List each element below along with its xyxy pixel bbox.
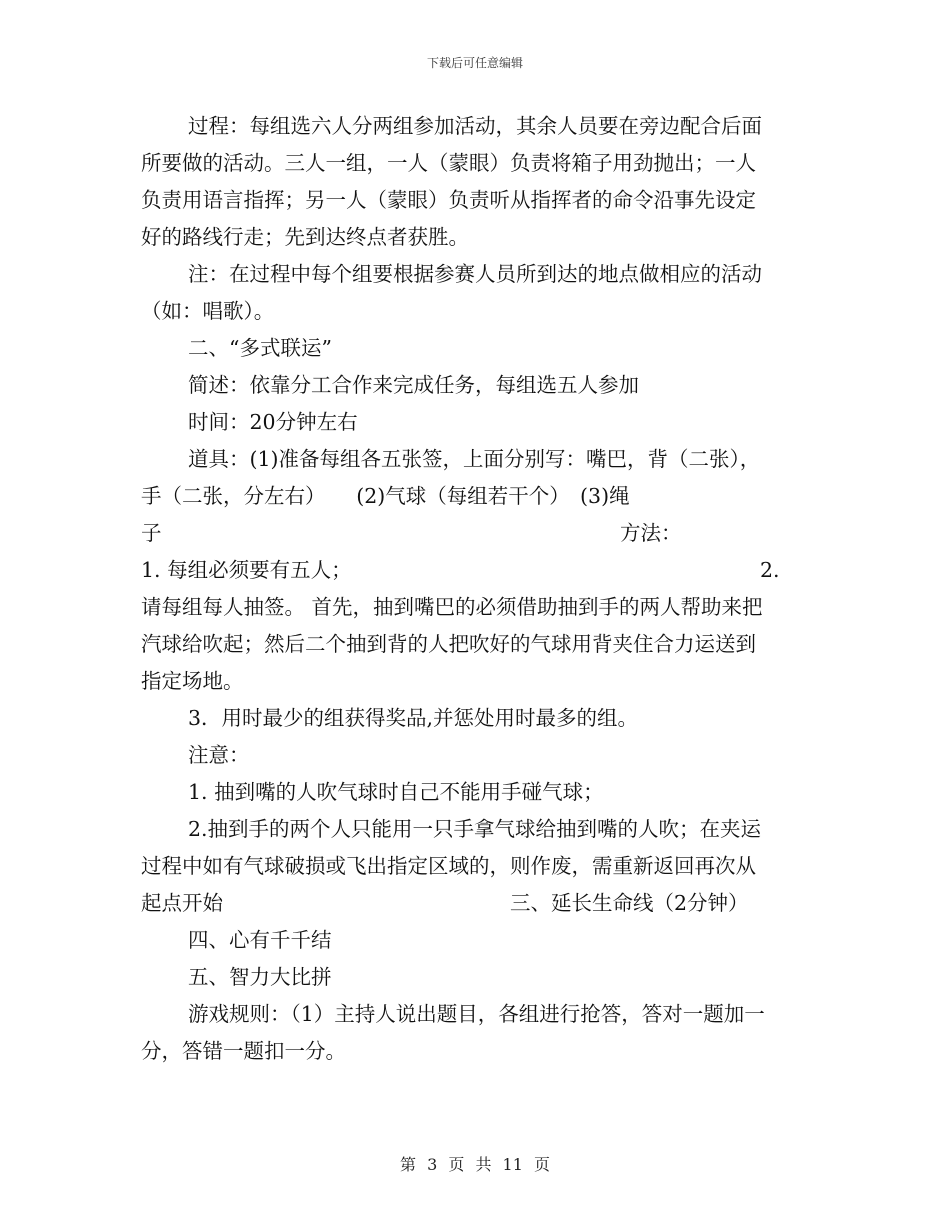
- paragraph-line: 简述：依靠分工合作来完成任务，每组选五人参加: [188, 373, 639, 397]
- paragraph-line: 指定场地。: [141, 669, 244, 693]
- paragraph-line: 子: [141, 521, 162, 545]
- paragraph-line: 起点开始: [141, 891, 223, 915]
- section-heading: 二、“多式联运”: [188, 336, 332, 360]
- paragraph-line: 汽球给吹起；然后二个抽到背的人把吹好的气球用背夹住合力运送到: [141, 632, 756, 656]
- list-item: 3．用时最少的组获得奖品,并惩处用时最多的组。: [188, 706, 639, 730]
- list-item: 1. 每组必须要有五人；: [141, 558, 352, 582]
- paragraph-line: 好的路线行走；先到达终点者获胜。: [141, 225, 469, 249]
- list-item: 2.: [760, 558, 780, 582]
- page-header: 下载后可任意编辑: [426, 56, 523, 70]
- paragraph-line: 负责用语言指挥；另一人（蒙眼）负责听从指挥者的命令沿事先设定: [141, 188, 756, 212]
- section-heading: 四、心有千千结: [188, 928, 332, 952]
- section-heading: 五、智力大比拼: [188, 965, 332, 989]
- paragraph-line: 请每组每人抽签。 首先，抽到嘴巴的必须借助抽到手的两人帮助来把: [141, 595, 763, 619]
- list-item: 2.抽到手的两个人只能用一只手拿气球给抽到嘴的人吹；在夹运: [188, 817, 762, 841]
- paragraph-line: （如：唱歌）。: [141, 299, 275, 323]
- paragraph-line: 游戏规则：（1）主持人说出题目，各组进行抢答，答对一题加一: [188, 1002, 765, 1026]
- paragraph-line: 注意：: [188, 743, 250, 767]
- paragraph-line: 道具：(1)准备每组各五张签，上面分别写：嘴巴，背（二张），: [188, 447, 761, 471]
- paragraph-line: 手（二张，分左右） (2)气球（每组若干个） (3)绳: [141, 484, 630, 508]
- paragraph-line: 过程：每组选六人分两组参加活动，其余人员要在旁边配合后面: [188, 114, 762, 138]
- list-item: 1. 抽到嘴的人吹气球时自己不能用手碰气球；: [188, 780, 604, 804]
- page-number: 第 3 页 共 11 页: [400, 1155, 550, 1174]
- paragraph-line: 所要做的活动。三人一组，一人（蒙眼）负责将箱子用劲抛出；一人: [141, 151, 756, 175]
- paragraph-line: 注：在过程中每个组要根据参赛人员所到达的地点做相应的活动: [188, 262, 762, 286]
- paragraph-line: 时间：20分钟左右: [188, 410, 358, 434]
- paragraph-line: 分，答错一题扣一分。: [141, 1039, 346, 1063]
- section-heading: 三、延长生命线（2分钟）: [510, 891, 749, 915]
- paragraph-line: 方法：: [620, 521, 682, 545]
- paragraph-line: 过程中如有气球破损或飞出指定区域的，则作废，需重新返回再次从: [141, 854, 756, 878]
